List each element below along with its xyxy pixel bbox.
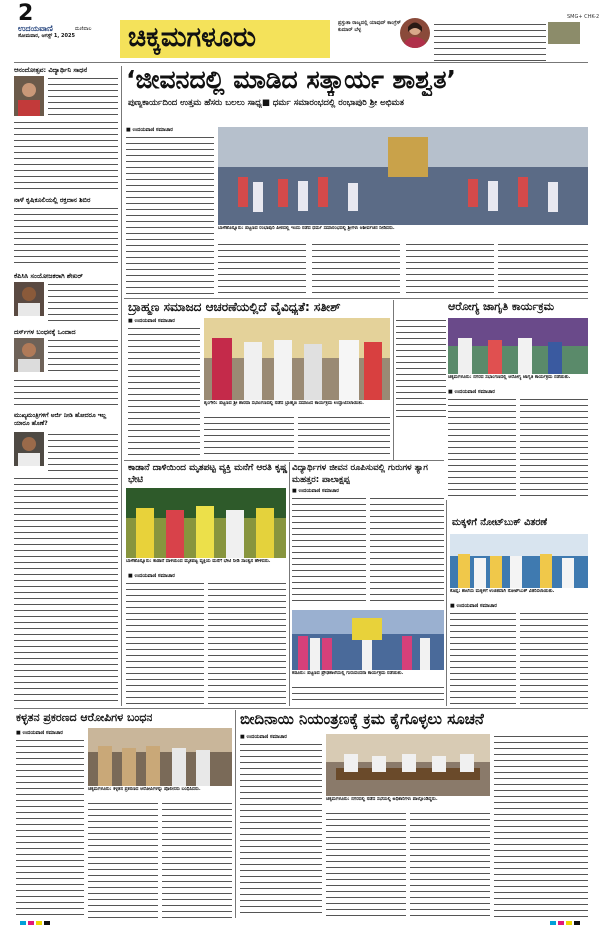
left-h3: ಕೆಪಿಸಿಸಿ ಸಂಯೋಜಕರಾಗಿ ಶೇಖರ್ [14, 272, 83, 280]
body-text-block [14, 378, 118, 408]
arogya-headline: ಆರೋಗ್ಯ ಜಾಗೃತಿ ಕಾರ್ಯಕ್ರಮ [448, 300, 555, 313]
body-text-block [208, 581, 286, 705]
arogya-caption: ಚಿಕ್ಕಮಗಳೂರು: ನಗರದ ಸಭಾಂಗಣದಲ್ಲಿ ಆರೋಗ್ಯ ಜಾಗೃತಿ ಕಾರ್ಯಕ್ರಮ ನಡೆಯಿತು. [448, 375, 571, 380]
page-code: SMG+ CHK-2 [567, 14, 600, 20]
robbery-caption: ಚಿಕ್ಕಮಗಳೂರು: ಕಳ್ಳತನ ಪ್ರಕರಣದ ಆರೋಪಿಗಳನ್ನು ಪೊಲೀಸರು ಬಂಧಿಸಿದರು. [88, 787, 201, 792]
body-text-block [128, 326, 200, 456]
edition: ಮಣಿಪಾಲ [75, 26, 92, 32]
beedi-headline: ಬೀದಿನಾಯಿ ನಿಯಂತ್ರಣಕ್ಕೆ ಕ್ರಮ ಕೈಗೊಳ್ಳಲು ಸೂಚನೆ [240, 710, 484, 728]
notebook-headline: ಮಕ್ಕಳಿಗೆ ನೋಟ್‌ಬುಕ್ ವಿತರಣೆ [452, 517, 548, 528]
arogya-photo [448, 318, 588, 374]
left-h5: ಮುಖ್ಯಮಂತ್ರಿಗಳಿಗೆ ಅರ್ಜಿ ನೀಡಿ ಹೋದರೂ ಇಲ್ಲ ಯಾರೂ ಹೊಣೆ? [14, 412, 107, 427]
masthead-quote: ಪ್ರಸ್ತುತಾ ರಾಜ್ಯದಲ್ಲಿ ಯಾವುದ್ ಕಾಂಗ್ರೆಸ್ ಕುಮಾರ್ ಬೆಳ್ಳ [338, 20, 401, 33]
top-right-photo [548, 22, 580, 44]
left-photo-3 [14, 432, 44, 466]
registration-marks [20, 921, 580, 925]
body-text-block [520, 397, 588, 497]
left-column [14, 66, 118, 706]
body-text-block [204, 415, 294, 457]
beedi-caption: ಚಿಕ್ಕಮಗಳೂರು: ನಗರದಲ್ಲಿ ನಡೆದ ಸಭೆಯಲ್ಲಿ ಅಧಿಕಾರಿಗಳು ಪಾಲ್ಗೊಂಡಿದ್ದರು. [326, 797, 438, 802]
district-title: ಚಿಕ್ಕಮಗಳೂರು [128, 22, 256, 53]
body-text-block [162, 801, 232, 918]
body-text-block [126, 135, 214, 295]
brahmana-photo [204, 318, 390, 400]
page-number: 2 [18, 1, 34, 26]
left-h4: ದರ್ಸ್‌ಗಳ ಬಂಧನಕ್ಕೆ ಒಂದಾದ [14, 328, 76, 336]
kadana-photo [126, 488, 286, 558]
body-text-block [312, 242, 400, 296]
guru-photo [292, 610, 444, 670]
body-text-block [218, 242, 306, 296]
body-text-block [48, 338, 118, 374]
kadana-caption: ಬಾಳೆಹೊನ್ನೂರು: ಕಾಡಾನೆ ದಾಳಿಯಿಂದ ಮೃತಪಟ್ಟ ವ್ಯಕ್ತಿಯ ಮನೆಗೆ ಭೇಟಿ ನೀಡಿ ಸಾಂತ್ವನ ಹೇಳಿದರು. [126, 559, 271, 564]
kadana-headline: ಕಾಡಾನೆ ದಾಳಿಯಿಂದ ಮೃತಪಟ್ಟ ವ್ಯಕ್ತಿ ಮನೆಗೆ ಆರತಿ ಕೃಷ್ಣ ಭೇಟಿ [128, 463, 288, 485]
body-text-block [240, 742, 322, 918]
body-text-block [48, 282, 118, 322]
lead-caption: ಬಾಳೆಹೊನ್ನೂರು: ಪಟ್ಟಣದ ರಂಭಾಪುರಿ ಪೀಠದಲ್ಲಿ ಇಂದು ನಡೆದ ಧರ್ಮ ಸಮಾರಂಭದಲ್ಲಿ ಶ್ರೀಗಳು ಆಶೀರ್ವಚನ ನೀಡಿದರು. [218, 226, 395, 231]
robbery-photo [88, 728, 232, 786]
body-text-block [16, 738, 84, 918]
notebook-photo [450, 534, 588, 588]
notebook-caption: ಕೊಪ್ಪ: ಶಾಲೆಯ ಮಕ್ಕಳಿಗೆ ಉಚಿತವಾಗಿ ನೋಟ್‌ಬುಕ್ ವಿತರಿಸಲಾಯಿತು. [450, 589, 555, 594]
student-photo [14, 76, 44, 116]
paper-name: ಉದಯವಾಣಿ [18, 24, 53, 33]
body-text-block [88, 801, 158, 918]
body-text-block [292, 685, 444, 705]
guru-caption: ಕಡೂರು: ಪಟ್ಟಣದ ಪ್ರೌಢಶಾಲೆಯಲ್ಲಿ ಗುರುವಂದನಾ ಕಾರ್ಯಕ್ರಮ ನಡೆಯಿತು. [292, 671, 404, 676]
body-text-block [494, 734, 588, 918]
quote-avatar [400, 18, 430, 48]
brahmana-headline: ಬ್ರಾಹ್ಮಣ ಸಮಾಜದ ಆಚರಣೆಯಲ್ಲಿದೆ ವೈವಿಧ್ಯತೆ: ಸತೀಶ್ [128, 300, 341, 314]
body-text-block [126, 581, 204, 705]
body-text-block [292, 496, 366, 606]
body-text-block [520, 611, 588, 705]
body-text-block [298, 415, 390, 457]
body-text-block [406, 242, 494, 296]
issue-date: ಸೋಮವಾರ, ಆಗಸ್ಟ್ 1, 2025 [18, 33, 75, 39]
shekhar-photo [14, 282, 44, 316]
body-text-block [14, 120, 118, 192]
beedi-photo [326, 734, 490, 796]
robbery-headline: ಕಳ್ಳತನ ಪ್ರಕರಣದ ಆರೋಪಿಗಳ ಬಂಧನ [16, 711, 153, 724]
left-h1: ಆನಂದೋತ್ಸವ: ವಿದ್ಯಾರ್ಥಿನಿ ಸಾಧನೆ [14, 66, 88, 74]
lead-headline: ‘ಜೀವನದಲ್ಲಿ ಮಾಡಿದ ಸತ್ಕಾರ್ಯ ಶಾಶ್ವತ’ [126, 65, 457, 94]
lead-subhead: ಪುಣ್ಯಕಾರ್ಯದಿಂದ ಉತ್ತಮ ಹೆಸರು ಬಲಲು ಸಾಧ್ಯ■ ಧರ್ಮ ಸಮಾರಂಭದಲ್ಲಿ ರಂಭಾಪುರಿ ಶ್ರೀ ಅಭಿಮತ [128, 98, 405, 108]
guru-headline: ವಿದ್ಯಾರ್ಥಿಗಳ ಜೀವನ ರೂಪಿಸುವಲ್ಲಿ ಗುರುಗಳ ತ್ಯಾಗ ಮಹತ್ತರ: ಪಾಲಾಕ್ಷಪ್ಪ [292, 463, 428, 485]
body-text-block [396, 318, 446, 418]
body-text-block [370, 496, 444, 606]
body-text-block [48, 432, 118, 472]
body-text-block [498, 242, 588, 296]
body-text-block [326, 811, 406, 918]
lead-photo [218, 127, 588, 225]
brahmana-caption: ಶೃಂಗೇರಿ: ಪಟ್ಟಣದ ಶ್ರೀ ಶಾರದಾ ಸಭಾಂಗಣದಲ್ಲಿ ನಡೆದ ಬ್ರಾಹ್ಮಣ ಸಮಾಜದ ಕಾರ್ಯಕ್ರಮ ಉದ್ಘಾಟಿಸಲಾಯಿತು. [204, 401, 365, 406]
body-text-block [450, 611, 516, 705]
body-text-block [448, 397, 516, 497]
left-photo-2 [14, 338, 44, 372]
body-text-block [410, 811, 490, 918]
top-right-story [434, 22, 546, 66]
body-text-block [48, 76, 118, 116]
lead-byline: ■ ಉದಯವಾಣಿ ಸಮಾಚಾರ [126, 127, 173, 133]
body-text-block [14, 476, 118, 706]
left-h2: ನಾಳೆ ಕೃಷಿಕೂಲಿಯಲ್ಲಿ ರಕ್ತದಾನ ಶಿಬಿರ [14, 196, 91, 204]
district-banner [120, 20, 330, 58]
body-text-block [14, 206, 118, 266]
